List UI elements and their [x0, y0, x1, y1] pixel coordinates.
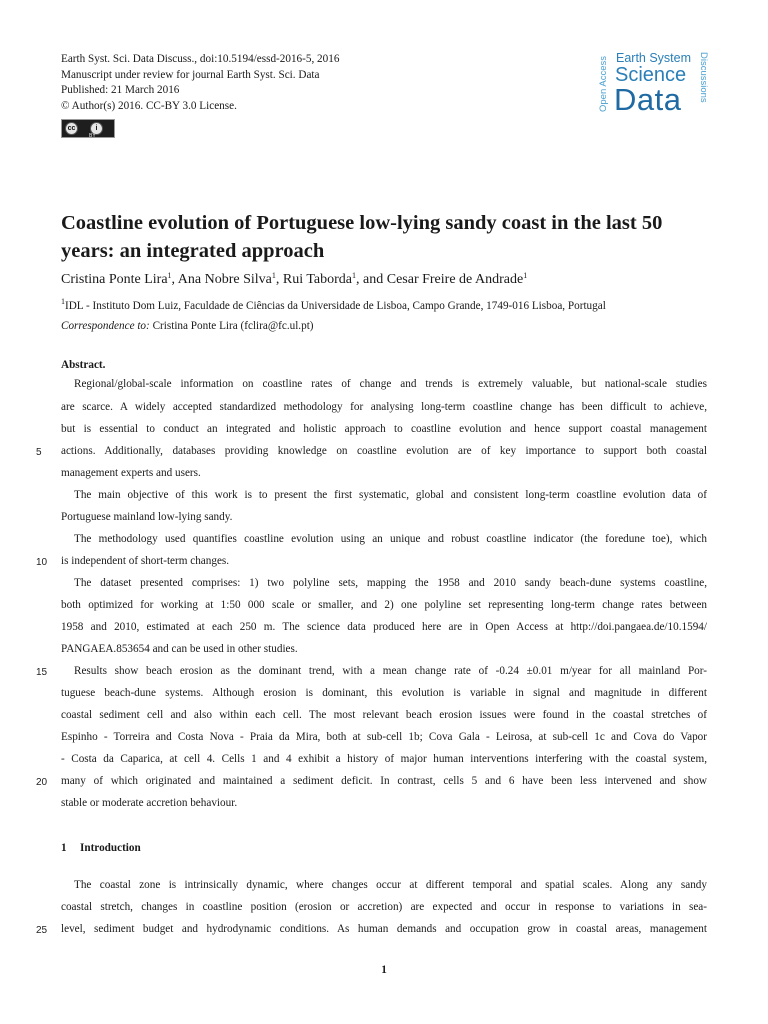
paper-title: Coastline evolution of Portuguese low-lying sandy coast in the last 50 years: an integrated approach — [61, 212, 663, 262]
line-number: 25 — [36, 925, 48, 936]
line-number: 5 — [36, 447, 42, 458]
logo-line-data: Data — [614, 82, 682, 117]
correspondence-contact: Cristina Ponte Lira (fclira@fc.ul.pt) — [149, 320, 314, 332]
abstract-line: The methodology used quantifies coastline evolution using an unique and robust coastline indicator (the foredune toe), which — [74, 533, 707, 545]
author-name: Cristina Ponte Lira — [61, 272, 168, 287]
abstract-heading: Abstract. — [61, 359, 106, 371]
abstract-line: many of which originated and maintained a sediment deficit. In contrast, cells 5 and 6 have been less intervened and show — [61, 775, 707, 787]
abstract-line: tuguese beach-dune systems. Although erosion is dominant, this evolution is variable in signal and magnitude in different — [61, 687, 707, 699]
abstract-line: but is essential to conduct an integrated and holistic approach to coastline evolution and hence support coastal management — [61, 423, 707, 435]
header-copyright: © Author(s) 2016. CC-BY 3.0 License. — [61, 99, 237, 112]
affiliation-marker: 1 — [271, 271, 276, 280]
abstract-line: - Costa da Caparica, at cell 4. Cells 1 and 4 exhibit a history of major human interventions interfering with the coastal system, — [61, 753, 707, 765]
header-review-status: Manuscript under review for journal Earth Syst. Sci. Data — [61, 68, 320, 81]
line-number: 15 — [36, 667, 48, 678]
body-line: level, sediment budget and hydrodynamic conditions. As human demands and occupation grow in coastal areas, management — [61, 923, 707, 935]
abstract-line: actions. Additionally, databases providing knowledge on coastline evolution are of key importance to support both coastal — [61, 445, 707, 457]
logo-open-access: Open Access — [598, 56, 609, 112]
header-citation: Earth Syst. Sci. Data Discuss., doi:10.5194/essd-2016-5, 2016 — [61, 53, 340, 65]
line-number: 20 — [36, 777, 48, 788]
section-number: 1 — [61, 842, 67, 854]
logo-line-earth-system: Earth System — [616, 51, 692, 65]
abstract-line: 1958 and 2010, estimated at each 250 m. The science data produced here are in Open Access at http://doi.pangaea.de/10.1594/ — [61, 621, 707, 633]
abstract-line: management experts and users. — [61, 467, 201, 479]
abstract-line: The main objective of this work is to present the first systematic, global and consistent long-term coastline evolution data of — [74, 489, 707, 501]
abstract-line: Results show beach erosion as the dominant trend, with a mean change rate of -0.24 ±0.01 m/year for all mainland Por- — [74, 665, 707, 677]
correspondence-label: Correspondence to: — [61, 320, 150, 332]
abstract-line: stable or moderate accretion behaviour. — [61, 797, 238, 809]
abstract-line: PANGAEA.853654 and can be used in other studies. — [61, 643, 298, 655]
header-published-date: Published: 21 March 2016 — [61, 84, 180, 96]
body-line: coastal stretch, changes in coastline position (erosion or accretion) are expected and occur in response to variations in sea- — [61, 901, 707, 913]
affiliation-marker: 1 — [352, 271, 357, 280]
correspondence — [61, 320, 314, 332]
author-name: , Rui Taborda — [275, 272, 353, 287]
abstract-line: The dataset presented comprises: 1) two polyline sets, mapping the 1958 and 2010 sandy beach-dune systems coastline, — [74, 577, 707, 589]
body-line: The coastal zone is intrinsically dynamic, where changes occur at different temporal and spatial scales. Along any sandy — [74, 879, 707, 891]
affiliation-marker: 1 — [523, 271, 528, 280]
cc-icon: cc — [65, 122, 78, 135]
abstract-line: both optimized for working at 1:50 000 scale or smaller, and 2) one polyline set representing long-term change rates between — [61, 599, 707, 611]
line-number: 10 — [36, 557, 48, 568]
affiliation — [61, 297, 606, 312]
abstract-line: are scarce. A widely accepted standardized methodology for analysing long-term coastline change has been difficult to achieve, — [61, 401, 707, 413]
abstract-line: Regional/global-scale information on coastline rates of change and trends is extremely valuable, but national-scale studies — [74, 378, 707, 390]
abstract-line: Portuguese mainland low-lying sandy. — [61, 511, 233, 523]
journal-logo — [598, 50, 710, 120]
abstract-line: coastal sediment cell and also within each cell. The most relevant beach erosion issues were found in the coastal stretches of — [61, 709, 707, 721]
section-heading — [61, 842, 141, 854]
abstract-line: is independent of short-term changes. — [61, 555, 230, 567]
section-title: Introduction — [80, 842, 141, 854]
author-list — [61, 272, 527, 288]
affiliation-marker: 1 — [167, 271, 172, 280]
cc-by-license-badge[interactable] — [61, 119, 115, 138]
page-number: 1 — [381, 964, 387, 976]
abstract-line: Espinho - Torreira and Costa Nova - Praia da Mira, both at sub-cell 1b; Cova Gala - Leirosa, at sub-cell 1c and Cova do Vapor — [61, 731, 707, 743]
attribution-icon: i — [90, 122, 103, 135]
logo-line-science: Science — [615, 64, 687, 86]
author-name: , Ana Nobre Silva — [171, 272, 272, 287]
by-label: BY — [89, 133, 96, 139]
affiliation-text: IDL - Instituto Dom Luiz, Faculdade de Ciências da Universidade de Lisboa, Campo Grande, 1749-016 Lisboa, Portugal — [65, 300, 606, 312]
author-name: , and Cesar Freire de Andrade — [356, 272, 524, 287]
affiliation-marker: 1 — [61, 297, 65, 306]
journal-header — [61, 52, 339, 114]
logo-discussions: Discussions — [698, 52, 709, 103]
